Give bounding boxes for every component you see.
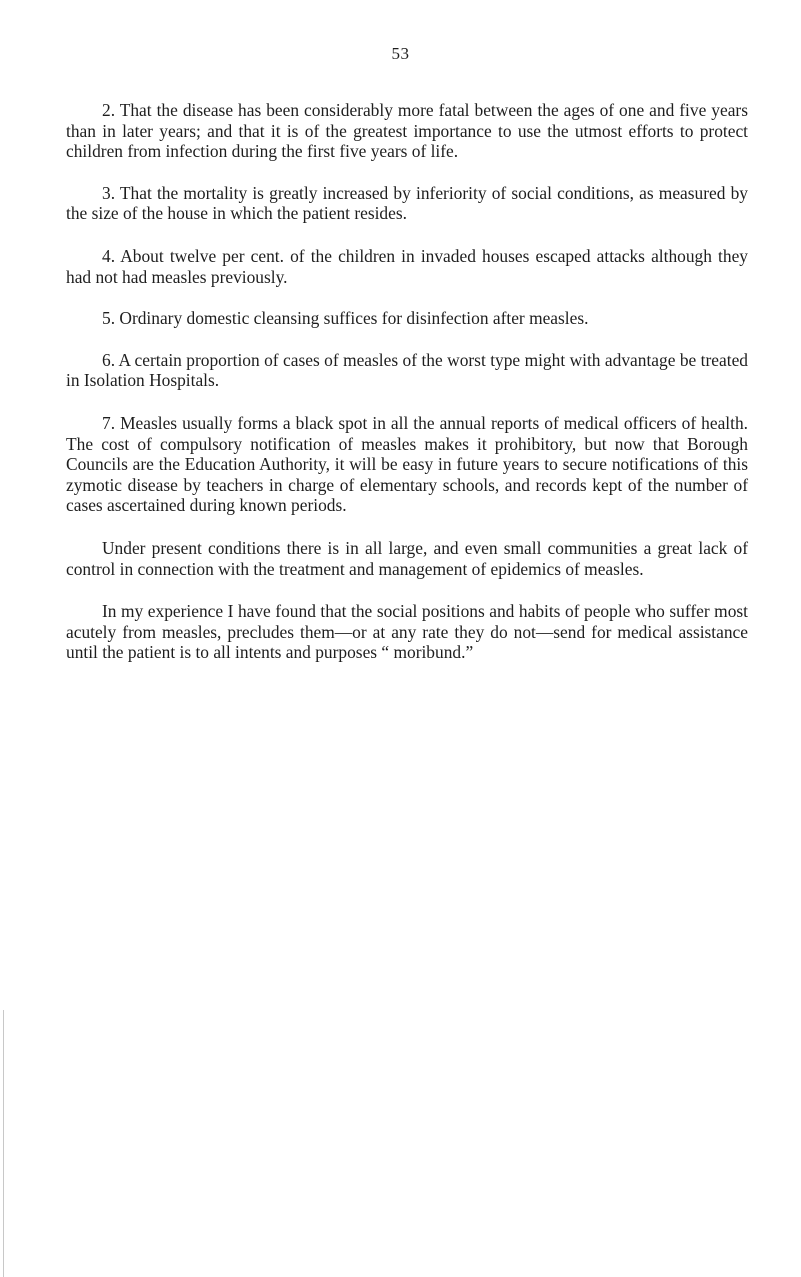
paragraph-item-3: 3. That the mortality is greatly increased by inferiority of social conditions, as measured by the size of the house in which the patient resides.	[66, 182, 748, 224]
paragraph-item-2: 2. That the disease has been considerably more fatal between the ages of one and five years than in later years; and that it is of the greatest importance to use the utmost efforts to protect children from infection during the first five years of life.	[66, 100, 748, 162]
paragraph-conditions: Under present conditions there is in all large, and even small communities a great lack of control in connection with the treatment and management of epidemics of measles.	[66, 537, 748, 579]
page-number: 53	[391, 44, 410, 63]
paragraph-item-5: 5. Ordinary domestic cleansing suffices for disinfection after measles.	[102, 308, 589, 329]
page-edge-line	[3, 1010, 4, 1277]
paragraph-item-4: 4. About twelve per cent. of the children in invaded houses escaped attacks although they had not had measles previously.	[66, 245, 748, 287]
paragraph-item-6: 6. A certain proportion of cases of measles of the worst type might with advantage be treated in Isolation Hospitals.	[66, 349, 748, 391]
paragraph-experience: In my experience I have found that the social positions and habits of people who suffer most acutely from measles, precludes them—or at any rate they do not—send for medical assistance until the patient is to all intents and purposes “ moribund.”	[66, 601, 748, 663]
body-text	[66, 100, 748, 683]
paragraph-item-7: 7. Measles usually forms a black spot in all the annual reports of medical officers of health. The cost of compulsory notification of measles makes it prohibitory, but now that Borough Councils are the Education Authority, it will be easy in future years to secure notifications of this zymotic disease by teachers in charge of elementary schools, and records kept of the number of cases ascertained during known periods.	[66, 412, 748, 516]
